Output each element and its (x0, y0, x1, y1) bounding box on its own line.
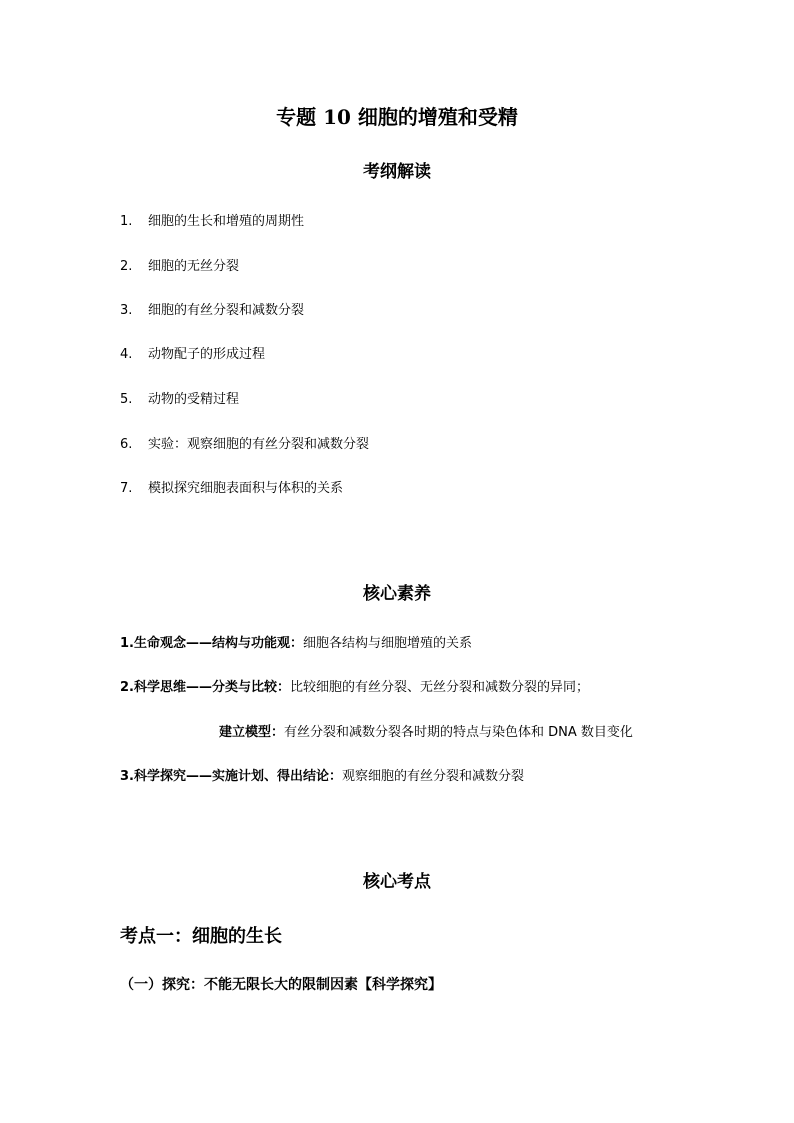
outline-item-number: 3. (120, 303, 133, 318)
literacy-line (120, 679, 589, 697)
outline-item-text: 细胞的生长和增殖的周期性 (148, 214, 305, 229)
outline-item-number: 6. (120, 437, 133, 452)
literacy-line-lead: 2.科学思维——分类与比较： (120, 680, 290, 695)
outline-item (120, 213, 304, 231)
core-point-heading: 考点一：细胞的生长 (120, 926, 282, 947)
outline-item-text: 实验：观察细胞的有丝分裂和减数分裂 (148, 437, 370, 452)
outline-item-text: 细胞的有丝分裂和减数分裂 (148, 303, 305, 318)
literacy-line-lead: 建立模型： (219, 725, 285, 740)
core-subheading: （一）探究：不能无限长大的限制因素【科学探究】 (120, 977, 442, 993)
outline-item-number: 1. (120, 214, 133, 229)
outline-item (120, 258, 239, 276)
outline-item (120, 391, 239, 409)
outline-item (120, 346, 265, 364)
core-heading: 核心考点 (363, 872, 431, 892)
outline-item-number: 5. (120, 392, 133, 407)
literacy-line-text: 比较细胞的有丝分裂、无丝分裂和减数分裂的异同； (289, 680, 589, 695)
literacy-line (120, 768, 524, 786)
outline-item-text: 动物配子的形成过程 (148, 347, 266, 362)
outline-item-text: 动物的受精过程 (148, 392, 240, 407)
literacy-line-text: 观察细胞的有丝分裂和减数分裂 (341, 769, 524, 784)
outline-item-number: 2. (120, 259, 133, 274)
literacy-heading: 核心素养 (363, 584, 431, 604)
outline-item (120, 302, 304, 320)
outline-heading: 考纲解读 (363, 162, 431, 182)
outline-item-text: 细胞的无丝分裂 (148, 259, 240, 274)
outline-item (120, 480, 343, 498)
literacy-line (219, 724, 633, 742)
outline-item-number: 4. (120, 347, 133, 362)
literacy-line-lead: 3.科学探究——实施计划、得出结论： (120, 769, 342, 784)
document-title: 专题 10 细胞的增殖和受精 (276, 105, 518, 129)
literacy-line (120, 635, 472, 653)
literacy-line-text: 细胞各结构与细胞增殖的关系 (302, 636, 472, 651)
outline-item-text: 模拟探究细胞表面积与体积的关系 (148, 481, 344, 496)
literacy-line-lead: 1.生命观念——结构与功能观： (120, 636, 303, 651)
outline-item-number: 7. (120, 481, 133, 496)
literacy-line-text: 有丝分裂和减数分裂各时期的特点与染色体和 DNA 数目变化 (284, 725, 633, 740)
outline-item (120, 436, 369, 454)
